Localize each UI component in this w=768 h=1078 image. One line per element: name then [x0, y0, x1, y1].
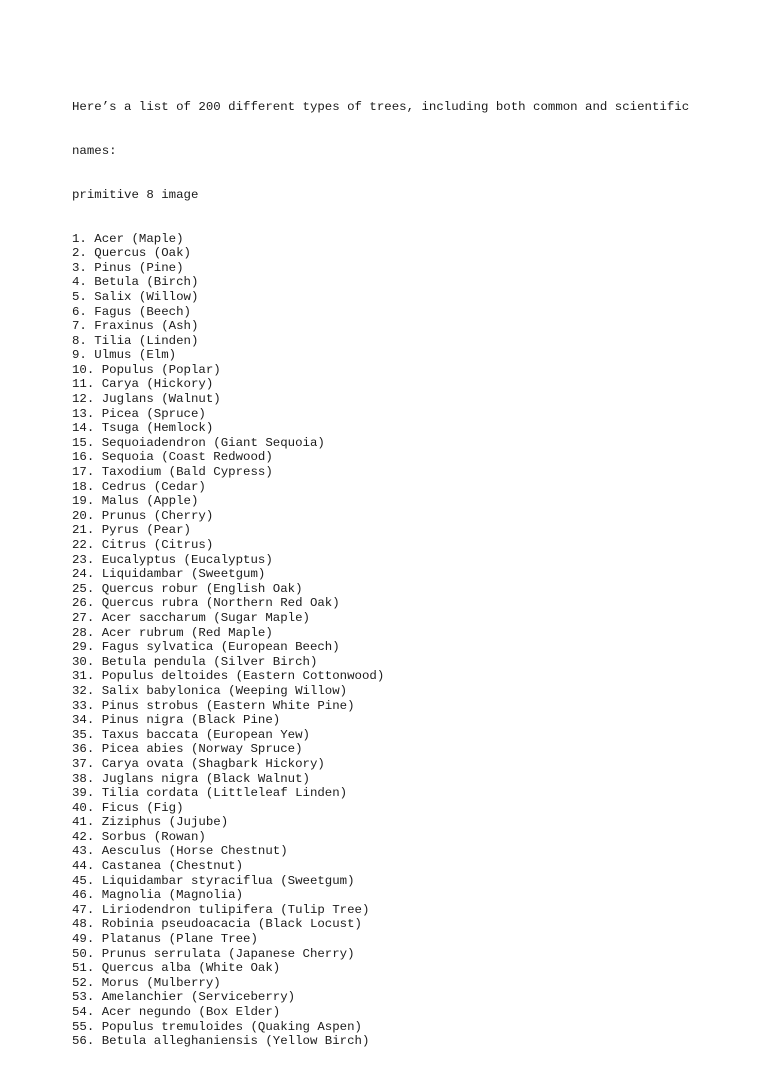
- list-item: 22. Citrus (Citrus): [72, 538, 214, 552]
- list-item: 25. Quercus robur (English Oak): [72, 581, 303, 596]
- list-item: 20. Prunus (Cherry): [72, 508, 214, 523]
- list-item: 4. Betula (Birch): [72, 275, 199, 290]
- list-item: 35. Taxus baccata (European Yew): [72, 727, 310, 742]
- intro-line-2: names:: [72, 143, 117, 158]
- list-item: 24. Liquidambar (Sweetgum): [72, 567, 266, 582]
- list-item: 6. Fagus (Beech): [72, 304, 191, 319]
- list-item: 1. Acer (Maple): [72, 231, 184, 246]
- list-item: 41. Ziziphus (Jujube): [72, 815, 229, 830]
- document-body: [72, 71, 712, 1078]
- list-item: 49. Platanus (Plane Tree): [72, 932, 258, 947]
- list-item: 15. Sequoiadendron (Giant Sequoia): [72, 435, 325, 450]
- list-item: 53. Amelanchier (Serviceberry): [72, 990, 296, 1005]
- list-item: 5. Salix (Willow): [72, 289, 199, 304]
- list-item: 52. Morus (Mulberry): [72, 975, 221, 990]
- list-item: 2. Quercus (Oak): [72, 246, 191, 261]
- list-item: 32. Salix babylonica (Weeping Willow): [72, 683, 348, 698]
- list-item: 3. Pinus (Pine): [72, 260, 184, 275]
- list-item: 14. Tsuga (Hemlock): [72, 421, 214, 436]
- list-item: 44. Castanea (Chestnut): [72, 859, 244, 874]
- list-item: 50. Prunus serrulata (Japanese Cherry): [72, 946, 355, 961]
- list-item: 46. Magnolia (Magnolia): [72, 888, 244, 903]
- list-item: 29. Fagus sylvatica (European Beech): [72, 640, 340, 655]
- list-item: 47. Liriodendron tulipifera (Tulip Tree): [72, 902, 370, 917]
- list-item: 27. Acer saccharum (Sugar Maple): [72, 610, 310, 625]
- list-item: 54. Acer negundo (Box Elder): [72, 1005, 281, 1019]
- list-item: 39. Tilia cordata (Littleleaf Linden): [72, 786, 348, 801]
- list-item: 31. Populus deltoides (Eastern Cottonwood): [72, 669, 385, 684]
- list-item: 16. Sequoia (Coast Redwood): [72, 450, 273, 465]
- list-item: 56. Betula alleghaniensis (Yellow Birch): [72, 1034, 370, 1049]
- list-item: 10. Populus (Poplar): [72, 362, 221, 377]
- list-item: 36. Picea abies (Norway Spruce): [72, 742, 303, 757]
- list-item: 30. Betula pendula (Silver Birch): [72, 654, 318, 669]
- list-item: 13. Picea (Spruce): [72, 406, 206, 421]
- list-item: 26. Quercus rubra (Northern Red Oak): [72, 596, 340, 611]
- list-item: 21. Pyrus (Pear): [72, 523, 191, 538]
- list-item: 45. Liquidambar styraciflua (Sweetgum): [72, 873, 355, 888]
- list-item: 18. Cedrus (Cedar): [72, 479, 206, 494]
- list-item: 55. Populus tremuloides (Quaking Aspen): [72, 1019, 362, 1034]
- list-item: 40. Ficus (Fig): [72, 800, 184, 815]
- list-item: 11. Carya (Hickory): [72, 377, 214, 392]
- list-item: 17. Taxodium (Bald Cypress): [72, 465, 273, 480]
- image-placeholder-text: primitive 8 image: [72, 187, 199, 202]
- list-item: 7. Fraxinus (Ash): [72, 319, 199, 334]
- list-item: 9. Ulmus (Elm): [72, 348, 177, 363]
- tree-list: [72, 232, 712, 1049]
- list-item: 8. Tilia (Linden): [72, 333, 199, 348]
- list-item: 38. Juglans nigra (Black Walnut): [72, 771, 310, 786]
- list-item: 42. Sorbus (Rowan): [72, 829, 206, 844]
- list-item: 28. Acer rubrum (Red Maple): [72, 625, 273, 640]
- list-item: 33. Pinus strobus (Eastern White Pine): [72, 698, 355, 713]
- list-item: 43. Aesculus (Horse Chestnut): [72, 844, 288, 859]
- list-item: 23. Eucalyptus (Eucalyptus): [72, 552, 273, 567]
- list-item: 48. Robinia pseudoacacia (Black Locust): [72, 917, 362, 932]
- list-item: 19. Malus (Apple): [72, 494, 199, 509]
- intro-line-1: Here’s a list of 200 different types of trees, including both common and scientific: [72, 100, 690, 115]
- list-item: 34. Pinus nigra (Black Pine): [72, 713, 281, 728]
- list-item: 12. Juglans (Walnut): [72, 392, 221, 407]
- list-item: 51. Quercus alba (White Oak): [72, 961, 281, 976]
- list-item: 37. Carya ovata (Shagbark Hickory): [72, 756, 325, 771]
